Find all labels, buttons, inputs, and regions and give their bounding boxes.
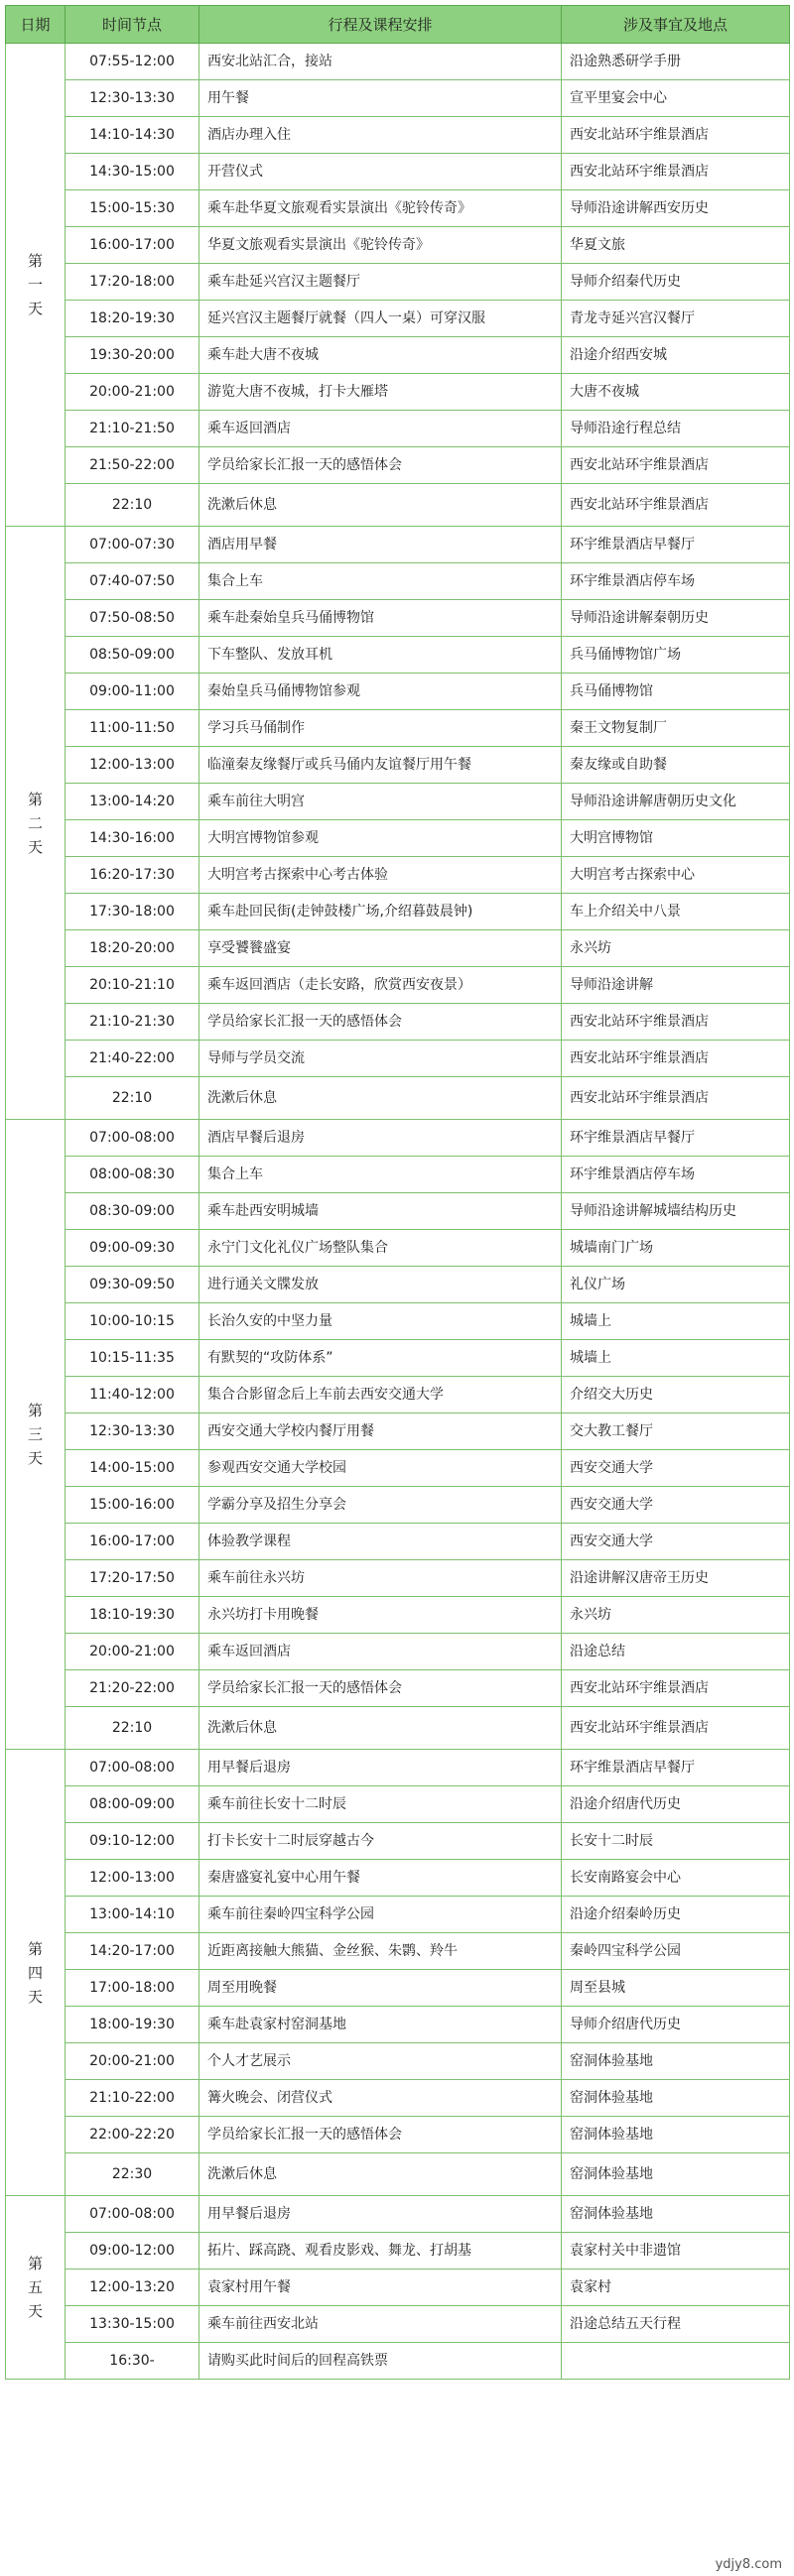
location-cell: 沿途介绍唐代历史 (562, 1786, 790, 1823)
table-body (6, 44, 790, 2380)
time-cell: 21:20-22:00 (66, 1670, 199, 1707)
table-row (6, 784, 790, 820)
location-cell: 大唐不夜城 (562, 374, 790, 411)
table-row (6, 2117, 790, 2153)
table-row (6, 1450, 790, 1487)
time-cell: 16:00-17:00 (66, 1524, 199, 1560)
time-cell: 07:00-08:00 (66, 1120, 199, 1157)
time-cell: 08:50-09:00 (66, 637, 199, 674)
time-cell: 15:00-16:00 (66, 1487, 199, 1524)
time-cell: 17:30-18:00 (66, 894, 199, 930)
table-row (6, 2233, 790, 2269)
time-cell: 09:00-12:00 (66, 2233, 199, 2269)
table-row (6, 2343, 790, 2380)
activity-cell: 大明宫考古探索中心考古体验 (199, 857, 562, 894)
location-cell: 窑洞体验基地 (562, 2117, 790, 2153)
table-row (6, 154, 790, 190)
day-label (6, 1120, 66, 1750)
time-cell: 07:00-08:00 (66, 1750, 199, 1786)
activity-cell: 学霸分享及招生分享会 (199, 1487, 562, 1524)
time-cell: 18:20-20:00 (66, 930, 199, 967)
time-cell: 09:10-12:00 (66, 1823, 199, 1860)
location-cell: 大明宫博物馆 (562, 820, 790, 857)
location-cell (562, 2343, 790, 2380)
activity-cell: 集合上车 (199, 563, 562, 600)
time-cell: 12:00-13:20 (66, 2269, 199, 2306)
time-cell: 17:20-18:00 (66, 264, 199, 301)
activity-cell: 篝火晚会、闭营仪式 (199, 2080, 562, 2117)
activity-cell: 乘车赴华夏文旅观看实景演出《驼铃传奇》 (199, 190, 562, 227)
activity-cell: 永宁门文化礼仪广场整队集合 (199, 1230, 562, 1267)
day-label (6, 1750, 66, 2196)
activity-cell: 用早餐后退房 (199, 2196, 562, 2233)
day-label-char: 天 (27, 1449, 43, 1467)
location-cell: 西安北站环宇维景酒店 (562, 117, 790, 154)
activity-cell: 酒店早餐后退房 (199, 1120, 562, 1157)
day-label (6, 2196, 66, 2380)
time-cell: 11:40-12:00 (66, 1377, 199, 1413)
time-cell: 20:00-21:00 (66, 1634, 199, 1670)
table-row (6, 117, 790, 154)
time-cell: 09:30-09:50 (66, 1267, 199, 1303)
activity-cell: 大明宫博物馆参观 (199, 820, 562, 857)
activity-cell: 秦唐盛宴礼宴中心用午餐 (199, 1860, 562, 1897)
time-cell: 20:00-21:00 (66, 374, 199, 411)
table-row (6, 2043, 790, 2080)
activity-cell: 洗漱后休息 (199, 484, 562, 527)
activity-cell: 乘车赴西安明城墙 (199, 1193, 562, 1230)
activity-cell: 乘车赴大唐不夜城 (199, 337, 562, 374)
table-row (6, 1230, 790, 1267)
itinerary-table (5, 5, 790, 2380)
table-row (6, 1041, 790, 1077)
day-label-char: 三 (27, 1425, 43, 1443)
table-row (6, 2196, 790, 2233)
table-row (6, 527, 790, 563)
time-cell: 12:30-13:30 (66, 80, 199, 117)
activity-cell: 乘车前往西安北站 (199, 2306, 562, 2343)
day-label-char: 五 (27, 2278, 43, 2296)
activity-cell: 乘车前往长安十二时辰 (199, 1786, 562, 1823)
time-cell: 16:30- (66, 2343, 199, 2380)
activity-cell: 开营仪式 (199, 154, 562, 190)
table-row (6, 1413, 790, 1450)
table-row (6, 1377, 790, 1413)
location-cell: 导师沿途讲解秦朝历史 (562, 600, 790, 637)
day-label-char: 第 (27, 1939, 43, 1958)
activity-cell: 乘车赴袁家村窑洞基地 (199, 2007, 562, 2043)
location-cell: 大明宫考古探索中心 (562, 857, 790, 894)
activity-cell: 拓片、踩高跷、观看皮影戏、舞龙、打胡基 (199, 2233, 562, 2269)
activity-cell: 集合上车 (199, 1157, 562, 1193)
time-cell: 08:30-09:00 (66, 1193, 199, 1230)
table-row (6, 857, 790, 894)
activity-cell: 学员给家长汇报一天的感悟体会 (199, 447, 562, 484)
activity-cell: 下车整队、发放耳机 (199, 637, 562, 674)
table-row (6, 1634, 790, 1670)
activity-cell: 进行通关文牒发放 (199, 1267, 562, 1303)
day-label-char: 第 (27, 1402, 43, 1419)
time-cell: 17:20-17:50 (66, 1560, 199, 1597)
location-cell: 袁家村 (562, 2269, 790, 2306)
table-row (6, 1933, 790, 1970)
time-cell: 12:00-13:00 (66, 1860, 199, 1897)
table-row (6, 44, 790, 80)
table-row (6, 227, 790, 264)
location-cell: 沿途介绍西安城 (562, 337, 790, 374)
time-cell: 14:00-15:00 (66, 1450, 199, 1487)
time-cell: 08:00-08:30 (66, 1157, 199, 1193)
activity-cell: 乘车前往秦岭四宝科学公园 (199, 1897, 562, 1933)
time-cell: 07:00-07:30 (66, 527, 199, 563)
time-cell: 07:00-08:00 (66, 2196, 199, 2233)
time-cell: 21:50-22:00 (66, 447, 199, 484)
day-label-char: 二 (27, 813, 43, 832)
location-cell: 环宇维景酒店停车场 (562, 1157, 790, 1193)
activity-cell: 乘车返回酒店（走长安路，欣赏西安夜景） (199, 967, 562, 1004)
location-cell: 导师沿途讲解 (562, 967, 790, 1004)
table-row (6, 1004, 790, 1041)
time-cell: 14:10-14:30 (66, 117, 199, 154)
time-cell: 07:55-12:00 (66, 44, 199, 80)
activity-cell: 体验教学课程 (199, 1524, 562, 1560)
day-label-char: 一 (27, 276, 43, 294)
activity-cell: 秦始皇兵马俑博物馆参观 (199, 674, 562, 710)
table-row (6, 337, 790, 374)
day-label-char: 第 (27, 790, 43, 808)
activity-cell: 近距离接触大熊猫、金丝猴、朱鹮、羚牛 (199, 1933, 562, 1970)
day-label-char: 天 (27, 837, 43, 856)
location-cell: 交大教工餐厅 (562, 1413, 790, 1450)
watermark: ydjy8.com (715, 2557, 782, 2572)
location-cell: 长安十二时辰 (562, 1823, 790, 1860)
table-row (6, 374, 790, 411)
activity-cell: 周至用晚餐 (199, 1970, 562, 2007)
location-cell: 秦岭四宝科学公园 (562, 1933, 790, 1970)
activity-cell: 华夏文旅观看实景演出《驼铃传奇》 (199, 227, 562, 264)
table-row (6, 894, 790, 930)
location-cell: 沿途总结五天行程 (562, 2306, 790, 2343)
location-cell: 西安北站环宇维景酒店 (562, 1004, 790, 1041)
table-row (6, 1303, 790, 1340)
header-location: 涉及事宜及地点 (562, 6, 790, 44)
time-cell: 14:30-15:00 (66, 154, 199, 190)
location-cell: 西安北站环宇维景酒店 (562, 1670, 790, 1707)
location-cell: 导师沿途行程总结 (562, 411, 790, 447)
location-cell: 永兴坊 (562, 1597, 790, 1634)
location-cell: 西安交通大学 (562, 1450, 790, 1487)
activity-cell: 洗漱后休息 (199, 2153, 562, 2196)
location-cell: 西安北站环宇维景酒店 (562, 154, 790, 190)
time-cell: 07:40-07:50 (66, 563, 199, 600)
location-cell: 导师沿途讲解西安历史 (562, 190, 790, 227)
table-row (6, 1670, 790, 1707)
location-cell: 西安交通大学 (562, 1487, 790, 1524)
table-row (6, 2007, 790, 2043)
table-row (6, 1597, 790, 1634)
activity-cell: 乘车返回酒店 (199, 411, 562, 447)
location-cell: 永兴坊 (562, 930, 790, 967)
table-row (6, 600, 790, 637)
table-row (6, 637, 790, 674)
table-row (6, 1120, 790, 1157)
table-row (6, 1750, 790, 1786)
time-cell: 17:00-18:00 (66, 1970, 199, 2007)
table-row (6, 190, 790, 227)
activity-cell: 酒店办理入住 (199, 117, 562, 154)
table-row (6, 930, 790, 967)
location-cell: 兵马俑博物馆广场 (562, 637, 790, 674)
table-row (6, 967, 790, 1004)
table-row (6, 674, 790, 710)
location-cell: 窑洞体验基地 (562, 2043, 790, 2080)
time-cell: 14:30-16:00 (66, 820, 199, 857)
time-cell: 14:20-17:00 (66, 1933, 199, 1970)
location-cell: 沿途讲解汉唐帝王历史 (562, 1560, 790, 1597)
activity-cell: 永兴坊打卡用晚餐 (199, 1597, 562, 1634)
activity-cell: 长治久安的中坚力量 (199, 1303, 562, 1340)
activity-cell: 西安北站汇合，接站 (199, 44, 562, 80)
location-cell: 秦友缘或自助餐 (562, 747, 790, 784)
table-row (6, 747, 790, 784)
header-date: 日期 (6, 6, 66, 44)
table-row (6, 484, 790, 527)
time-cell: 18:10-19:30 (66, 1597, 199, 1634)
location-cell: 沿途介绍秦岭历史 (562, 1897, 790, 1933)
table-header (6, 6, 790, 44)
location-cell: 沿途熟悉研学手册 (562, 44, 790, 80)
day-label (6, 527, 66, 1120)
table-row (6, 1860, 790, 1897)
activity-cell: 延兴宫汉主题餐厅就餐（四人一桌）可穿汉服 (199, 301, 562, 337)
time-cell: 21:10-21:30 (66, 1004, 199, 1041)
location-cell: 青龙寺延兴宫汉餐厅 (562, 301, 790, 337)
table-row (6, 411, 790, 447)
location-cell: 华夏文旅 (562, 227, 790, 264)
table-row (6, 1786, 790, 1823)
day-label (6, 44, 66, 527)
time-cell: 13:00-14:20 (66, 784, 199, 820)
table-row (6, 2080, 790, 2117)
table-row (6, 820, 790, 857)
time-cell: 20:00-21:00 (66, 2043, 199, 2080)
location-cell: 环宇维景酒店早餐厅 (562, 1120, 790, 1157)
time-cell: 10:15-11:35 (66, 1340, 199, 1377)
time-cell: 22:10 (66, 1077, 199, 1120)
time-cell: 21:40-22:00 (66, 1041, 199, 1077)
activity-cell: 用午餐 (199, 80, 562, 117)
activity-cell: 请购买此时间后的回程高铁票 (199, 2343, 562, 2380)
location-cell: 车上介绍关中八景 (562, 894, 790, 930)
table-row (6, 80, 790, 117)
location-cell: 城墙南门广场 (562, 1230, 790, 1267)
activity-cell: 有默契的“攻防体系” (199, 1340, 562, 1377)
header-activity: 行程及课程安排 (199, 6, 562, 44)
activity-cell: 乘车赴延兴宫汉主题餐厅 (199, 264, 562, 301)
activity-cell: 乘车赴秦始皇兵马俑博物馆 (199, 600, 562, 637)
time-cell: 09:00-09:30 (66, 1230, 199, 1267)
location-cell: 西安北站环宇维景酒店 (562, 1707, 790, 1750)
activity-cell: 学员给家长汇报一天的感悟体会 (199, 1004, 562, 1041)
activity-cell: 导师与学员交流 (199, 1041, 562, 1077)
activity-cell: 洗漱后休息 (199, 1077, 562, 1120)
location-cell: 窑洞体验基地 (562, 2153, 790, 2196)
activity-cell: 学习兵马俑制作 (199, 710, 562, 747)
time-cell: 18:00-19:30 (66, 2007, 199, 2043)
activity-cell: 洗漱后休息 (199, 1707, 562, 1750)
activity-cell: 享受饕餮盛宴 (199, 930, 562, 967)
location-cell: 西安交通大学 (562, 1524, 790, 1560)
time-cell: 09:00-11:00 (66, 674, 199, 710)
table-row (6, 1193, 790, 1230)
location-cell: 窑洞体验基地 (562, 2080, 790, 2117)
time-cell: 22:00-22:20 (66, 2117, 199, 2153)
location-cell: 西安北站环宇维景酒店 (562, 1041, 790, 1077)
location-cell: 导师沿途讲解城墙结构历史 (562, 1193, 790, 1230)
table-row (6, 1524, 790, 1560)
day-label-char: 第 (27, 2255, 43, 2272)
day-label-char: 天 (27, 2302, 43, 2320)
location-cell: 西安北站环宇维景酒店 (562, 447, 790, 484)
activity-cell: 用早餐后退房 (199, 1750, 562, 1786)
location-cell: 秦王文物复制厂 (562, 710, 790, 747)
table-row (6, 2306, 790, 2343)
time-cell: 22:10 (66, 484, 199, 527)
table-row (6, 563, 790, 600)
location-cell: 导师介绍秦代历史 (562, 264, 790, 301)
time-cell: 07:50-08:50 (66, 600, 199, 637)
time-cell: 21:10-22:00 (66, 2080, 199, 2117)
location-cell: 西安北站环宇维景酒店 (562, 1077, 790, 1120)
day-label-char: 四 (27, 1963, 43, 1982)
activity-cell: 集合合影留念后上车前去西安交通大学 (199, 1377, 562, 1413)
time-cell: 12:30-13:30 (66, 1413, 199, 1450)
table-row (6, 1823, 790, 1860)
activity-cell: 游览大唐不夜城，打卡大雁塔 (199, 374, 562, 411)
activity-cell: 打卡长安十二时辰穿越古今 (199, 1823, 562, 1860)
activity-cell: 袁家村用午餐 (199, 2269, 562, 2306)
activity-cell: 学员给家长汇报一天的感悟体会 (199, 1670, 562, 1707)
location-cell: 周至县城 (562, 1970, 790, 2007)
location-cell: 窑洞体验基地 (562, 2196, 790, 2233)
location-cell: 宣平里宴会中心 (562, 80, 790, 117)
time-cell: 12:00-13:00 (66, 747, 199, 784)
time-cell: 08:00-09:00 (66, 1786, 199, 1823)
table-row (6, 2269, 790, 2306)
time-cell: 21:10-21:50 (66, 411, 199, 447)
activity-cell: 酒店用早餐 (199, 527, 562, 563)
location-cell: 环宇维景酒店停车场 (562, 563, 790, 600)
table-row (6, 1077, 790, 1120)
day-label-char: 天 (27, 300, 43, 317)
location-cell: 导师介绍唐代历史 (562, 2007, 790, 2043)
time-cell: 22:10 (66, 1707, 199, 1750)
table-row (6, 2153, 790, 2196)
day-label-char: 第 (27, 252, 43, 270)
table-row (6, 1157, 790, 1193)
table-row (6, 1267, 790, 1303)
time-cell: 13:30-15:00 (66, 2306, 199, 2343)
table-row (6, 1560, 790, 1597)
activity-cell: 乘车赴回民街(走钟鼓楼广场,介绍暮鼓晨钟) (199, 894, 562, 930)
activity-cell: 乘车前往大明宫 (199, 784, 562, 820)
table-row (6, 1487, 790, 1524)
time-cell: 20:10-21:10 (66, 967, 199, 1004)
time-cell: 10:00-10:15 (66, 1303, 199, 1340)
activity-cell: 西安交通大学校内餐厅用餐 (199, 1413, 562, 1450)
table-row (6, 710, 790, 747)
location-cell: 沿途总结 (562, 1634, 790, 1670)
day-label-char: 天 (27, 1987, 43, 2006)
time-cell: 16:00-17:00 (66, 227, 199, 264)
location-cell: 城墙上 (562, 1303, 790, 1340)
activity-cell: 个人才艺展示 (199, 2043, 562, 2080)
time-cell: 15:00-15:30 (66, 190, 199, 227)
location-cell: 城墙上 (562, 1340, 790, 1377)
table-row (6, 1897, 790, 1933)
location-cell: 环宇维景酒店早餐厅 (562, 527, 790, 563)
location-cell: 介绍交大历史 (562, 1377, 790, 1413)
time-cell: 11:00-11:50 (66, 710, 199, 747)
table-row (6, 1707, 790, 1750)
table-row (6, 1970, 790, 2007)
activity-cell: 参观西安交通大学校园 (199, 1450, 562, 1487)
time-cell: 18:20-19:30 (66, 301, 199, 337)
table-row (6, 1340, 790, 1377)
location-cell: 环宇维景酒店早餐厅 (562, 1750, 790, 1786)
table-row (6, 264, 790, 301)
location-cell: 西安北站环宇维景酒店 (562, 484, 790, 527)
time-cell: 13:00-14:10 (66, 1897, 199, 1933)
header-time: 时间节点 (66, 6, 199, 44)
location-cell: 长安南路宴会中心 (562, 1860, 790, 1897)
table-row (6, 301, 790, 337)
location-cell: 礼仪广场 (562, 1267, 790, 1303)
activity-cell: 乘车返回酒店 (199, 1634, 562, 1670)
time-cell: 22:30 (66, 2153, 199, 2196)
location-cell: 兵马俑博物馆 (562, 674, 790, 710)
table-row (6, 447, 790, 484)
time-cell: 16:20-17:30 (66, 857, 199, 894)
activity-cell: 临潼秦友缘餐厅或兵马俑内友谊餐厅用午餐 (199, 747, 562, 784)
location-cell: 袁家村关中非遗馆 (562, 2233, 790, 2269)
activity-cell: 学员给家长汇报一天的感悟体会 (199, 2117, 562, 2153)
location-cell: 导师沿途讲解唐朝历史文化 (562, 784, 790, 820)
time-cell: 19:30-20:00 (66, 337, 199, 374)
activity-cell: 乘车前往永兴坊 (199, 1560, 562, 1597)
